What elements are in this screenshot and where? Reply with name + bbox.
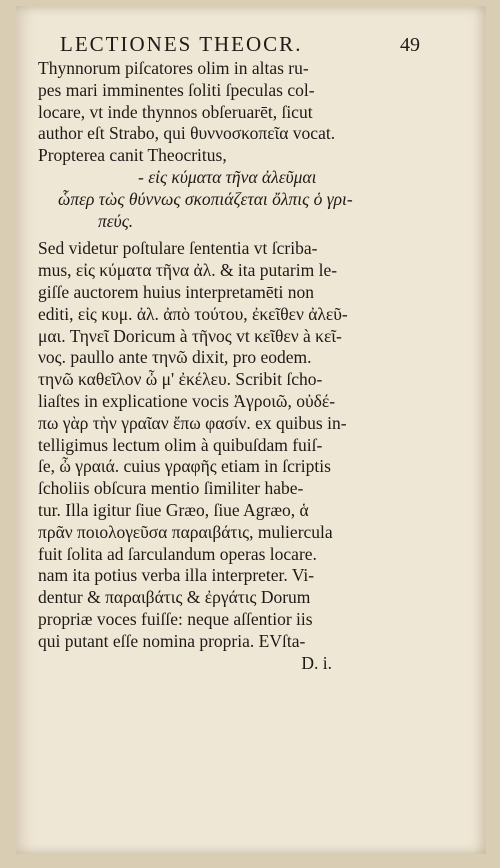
text-line: Sed videtur poſtulare ſententia vt ſcriba- xyxy=(38,238,318,259)
text-line: propriæ voces fuiſſe: neque aſſentior iis xyxy=(38,608,313,629)
book-page xyxy=(16,6,486,854)
text-block xyxy=(38,58,416,674)
text-line: ſcholiis obſcura mentio ſimiliter habe- xyxy=(38,478,304,499)
text-line: fuit ſolita ad ſarculandum operas locare. xyxy=(38,543,317,564)
page-number: 49 xyxy=(400,34,420,56)
text-line: πρᾶν ποιολογεῦσα παραιβάτις, muliercula xyxy=(38,521,333,542)
text-line: νος. paullo ante τηνῶ dixit, pro eodem. xyxy=(38,347,312,368)
text-line: Propterea canit Theocritus, xyxy=(38,145,227,166)
text-line: τηνῶ καθεῖλον ὦ μ' ἐκέλευ. Scribit ſcho- xyxy=(38,369,323,390)
text-line: μαι. Τηνεῖ Doricum à τῆνος vt κεῖθεν à κεῖ- xyxy=(38,325,342,346)
running-title: LECTIONES THEOCR. xyxy=(60,32,303,56)
text-line: qui putant eſſe nomina propria. EVſta- xyxy=(38,630,306,651)
text-line: dentur & παραιβάτις & ἐργάτις Dorum xyxy=(38,587,311,608)
text-line: liaſtes in explicatione vocis Ἀγροιῶ, οὐδέ- xyxy=(38,390,336,411)
text-line: pes mari imminentes ſoliti ſpeculas col- xyxy=(38,79,315,100)
signature-mark: D. i. xyxy=(301,652,332,673)
text-line: author eſt Strabo, qui θυννοσκοπεῖα vocat. xyxy=(38,123,336,144)
text-line: πω γὰρ τὴν γραῖαν ἔπω φασίν. ex quibus in- xyxy=(38,412,347,433)
text-line: tur. Illa igitur ſiue Græo, ſiue Agræo, ἁ xyxy=(38,499,309,520)
text-line: ſe, ὦ γραιά. cuius γραφῆς etiam in ſcriptis xyxy=(38,456,331,477)
text-line: nam ita potius verba illa interpreter. Vi- xyxy=(38,565,315,586)
text-line: editi, εἰς κυμ. ἀλ. ἀπὸ τούτου, ἐκεῖθεν ἀλεῦ- xyxy=(38,303,348,324)
text-line: telligimus lectum olim à quibuſdam fuiſ- xyxy=(38,434,323,455)
greek-quote-line: πεύς. xyxy=(98,210,134,231)
greek-quote-line: ὧπερ τὼς θύννως σκοπιάζεται ὄλπις ὁ γρι- xyxy=(58,188,353,209)
text-line: giſſe auctorem huius interpretamēti non xyxy=(38,281,315,302)
text-line: locare, vt inde thynnos obſeruarēt, ſicut xyxy=(38,101,313,122)
text-line: Thynnorum piſcatores olim in altas ru- xyxy=(38,58,309,78)
text-line: mus, εἰς κύματα τῆνα ἀλ. & ita putarim le- xyxy=(38,260,338,281)
running-head xyxy=(60,32,420,57)
greek-quote-line: - εἰς κύματα τῆνα ἀλεῦμαι xyxy=(138,166,317,187)
